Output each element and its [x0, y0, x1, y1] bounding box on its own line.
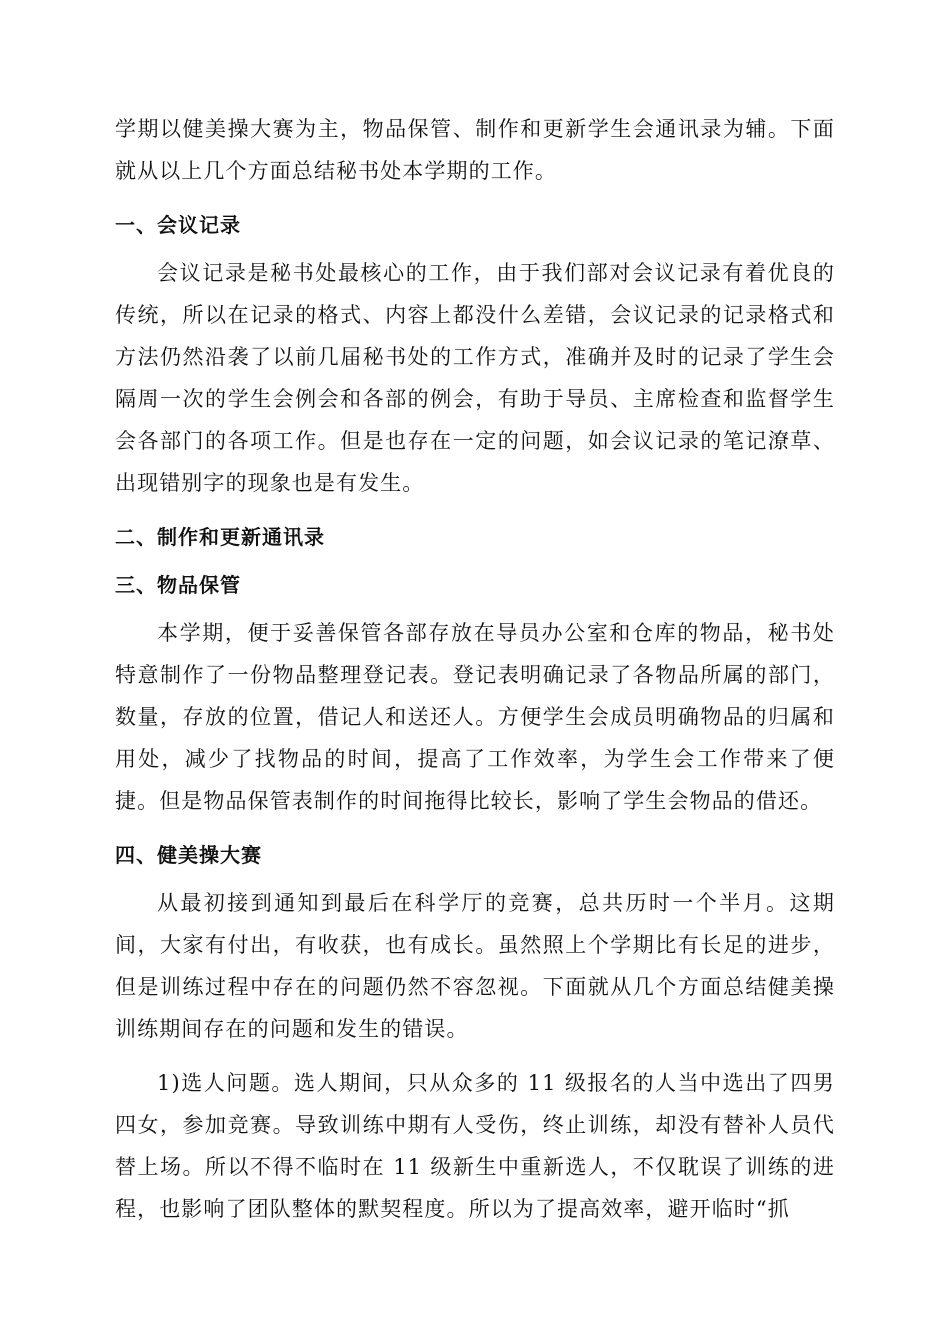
spacer: [115, 504, 835, 522]
spacer: [115, 870, 835, 882]
spacer: [115, 240, 835, 252]
aerobics-contest-paragraph: 从最初接到通知到最后在科学厅的竞赛，总共历时一个半月。这期间，大家有付出，有收获，也有成长。虽然照上个学期比有长足的进步，但是训练过程中存在的问题仍然不容忽视。下面就从几个方面总结健美操训练期间存在的问题和发生的错误。: [115, 891, 835, 1041]
item-storage-paragraph: 本学期，便于妥善保管各部存放在导员办公室和仓库的物品，秘书处特意制作了一份物品整理登记表。登记表明确记录了各物品所属的部门，数量，存放的位置，借记人和送还人。方便学生会成员明确物品的归属和用处，减少了找物品的时间，提高了工作效率，为学生会工作带来了便捷。但是物品保管表制作的时间拖得比较长，影响了学生会物品的借还。: [115, 621, 835, 813]
member-selection-paragraph: 1)选人问题。选人期间，只从众多的 11 级报名的人当中选出了四男四女，参加竞赛。导致训练中期有人受伤，终止训练，却没有替补人员代替上场。所以不得不临时在 11 级新生中重新选人，不仅耽误了训练的进程，也影响了团队整体的默契程度。所以为了提高效率，避开临时“抓: [115, 1071, 835, 1221]
section-heading-meeting-records: 一、会议记录: [115, 213, 241, 237]
section-heading-item-storage: 三、物品保管: [115, 573, 241, 597]
spacer: [115, 1050, 835, 1062]
intro-paragraph: 学期以健美操大赛为主，物品保管、制作和更新学生会通讯录为辅。下面就从以上几个方面总结秘书处本学期的工作。: [115, 117, 835, 183]
section-heading-aerobics-contest: 四、健美操大赛: [115, 843, 262, 867]
meeting-records-paragraph: 会议记录是秘书处最核心的工作，由于我们部对会议记录有着优良的传统，所以在记录的格式、内容上都没什么差错，会议记录的记录格式和方法仍然沿袭了以前几届秘书处的工作方式，准确并及时的记录了学生会隔周一次的学生会例会和各部的例会，有助于导员、主席检查和监督学生会各部门的各项工作。但是也存在一定的问题，如会议记录的笔记潦草、出现错别字的现象也是有发生。: [115, 261, 835, 495]
spacer: [115, 822, 835, 840]
spacer: [115, 600, 835, 612]
spacer: [115, 552, 835, 570]
document-page: [115, 108, 835, 1230]
spacer: [115, 192, 835, 210]
section-heading-contact-list: 二、制作和更新通讯录: [115, 525, 325, 549]
